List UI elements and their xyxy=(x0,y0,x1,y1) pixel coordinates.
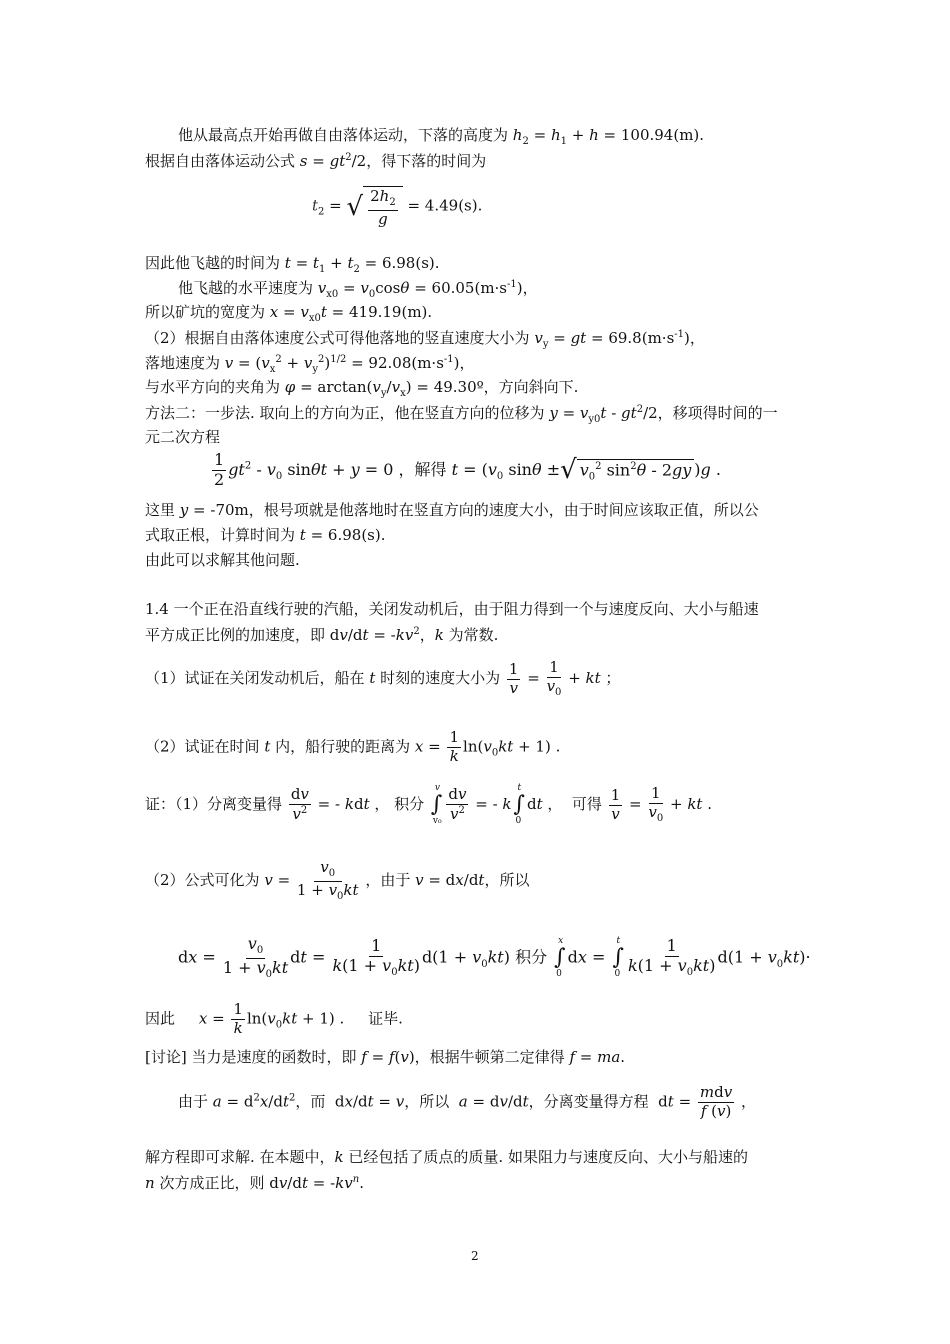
text-line: 由此可以求解其他问题. xyxy=(145,551,300,569)
text-line: 平方成正比例的加速度，即 $dv/dt = -kv^2$，k 为常数. xyxy=(145,626,499,644)
text-line: 方法二：一步法. 取向上的方向为正，他在竖直方向的位移为 $y = v_{y0}t - gt^2/2$，移项得时间的一 xyxy=(145,404,778,425)
page-number: 2 xyxy=(471,1249,479,1263)
text-line: 与水平方向的夹角为 $\varphi = \arctan(v_y/v_x)$ = 49.30º，方向斜向下. xyxy=(145,378,579,399)
formula-quadratic: $\frac{1}{2}$ $gt^2 - v_0$ sinθt + y = 0 ，解得 $t = (v_0$ sinθ ± √ $v_0^2$ $\sin^2\theta - 2gy$ )g . xyxy=(214,450,721,489)
text-line: 所以矿坑的宽度为 $x = v_{x0}t = 419.19(m)$. xyxy=(145,303,433,324)
text-line: 由于 $a = d^2x/dt^2$，而 dx/dt = v，所以 a = dv/dt，分离变量得方程 dt = $\frac{\text{mdv}}{f (v)}$ ， xyxy=(178,1083,757,1120)
text-line: （1）试证在关闭发动机后，船在 t 时刻的速度大小为 $\frac{1}{v}$ = $\frac{1}{v_0}$ + kt ； xyxy=(145,658,621,698)
text-line: 他从最高点开始再做自由落体运动，下落的高度为 $h_2 = h_1 + h = 100.94(m)$. xyxy=(178,126,705,147)
text-line: （2）根据自由落体速度公式可得他落地的竖直速度大小为 $v_y$ = gt = $69.8(m\cdot s^{-1})$， xyxy=(145,329,705,350)
text-line: 他飞越的水平速度为 $v_{x0} = v_0\cos\theta = 60.05(m\cdot s^{-1})$， xyxy=(178,279,538,300)
text-line: 1.4 一个正在沿直线行驶的汽船，关闭发动机后，由于阻力得到一个与速度反向、大小与船速 xyxy=(145,600,759,618)
text-line: n 次方成正比，则 $dv/dt = -kv^n$. xyxy=(145,1174,364,1192)
text-line: 这里 y = -70m，根号项就是他落地时在竖直方向的速度大小，由于时间应该取正值，所以公 xyxy=(145,501,759,519)
text-line: 因此他飞越的时间为 $t = t_1 + t_2 = 6.98(s)$. xyxy=(145,254,440,275)
text-line: [讨论] 当力是速度的函数时，即 f = f(v)，根据牛顿第二定律得 f = ma. xyxy=(145,1048,626,1066)
text-line: （2）公式可化为 v = $\frac{v_0}{1 + v_0kt}$ ，由于 v = dx/dt，所以 xyxy=(145,858,530,902)
text-line: 元二次方程 xyxy=(145,428,221,446)
text-line: 解方程即可求解. 在本题中，k 已经包括了质点的质量. 如果阻力与速度反向、大小与船速的 xyxy=(145,1148,748,1166)
text-line: 因此 x = $\frac{1}{k}$ $\ln(v_0kt + 1)$ . 证毕. xyxy=(145,1000,403,1037)
text-line: 式取正根，计算时间为 t = 6.98(s). xyxy=(145,526,386,544)
text-line: 落地速度为 $v = (v_x^2 + v_y^2)^{1/2} = 92.08(m\cdot s^{-1})$， xyxy=(145,354,475,375)
text-line: （2）试证在时间 t 内，船行驶的距离为 x = $\frac{1}{k}$ $\ln(v_0kt + 1)$ . xyxy=(145,728,561,765)
formula-integral: dx = $\frac{v_0}{1 + v_0kt}$ dt = $\frac{1}{k(1 + v_0kt)}$ $d(1 + v_0kt)$ 积分 ∫ x 0 dx = ∫ t 0 $\frac{1}{k(1 + v_0kt)}$ $d(1 + v_0kt)\cdot$ xyxy=(178,934,811,980)
text-line: 根据自由落体运动公式 $s = gt^2/2$，得下落的时间为 xyxy=(145,152,487,170)
text-line: 证：（1）分离变量得 $\frac{dv}{v^2}$ = - kdt ， 积分 ∫ v v₀ $\frac{dv}{v^2}$ = - k∫ t 0 dt ， 可得 $\frac{1}{v}$ = $\frac{1}{v_0}$ + kt . xyxy=(145,783,712,827)
formula-t2: $t_2$ = √ $\frac{2h_2}{g}$ = 4.49(s). xyxy=(312,187,483,228)
